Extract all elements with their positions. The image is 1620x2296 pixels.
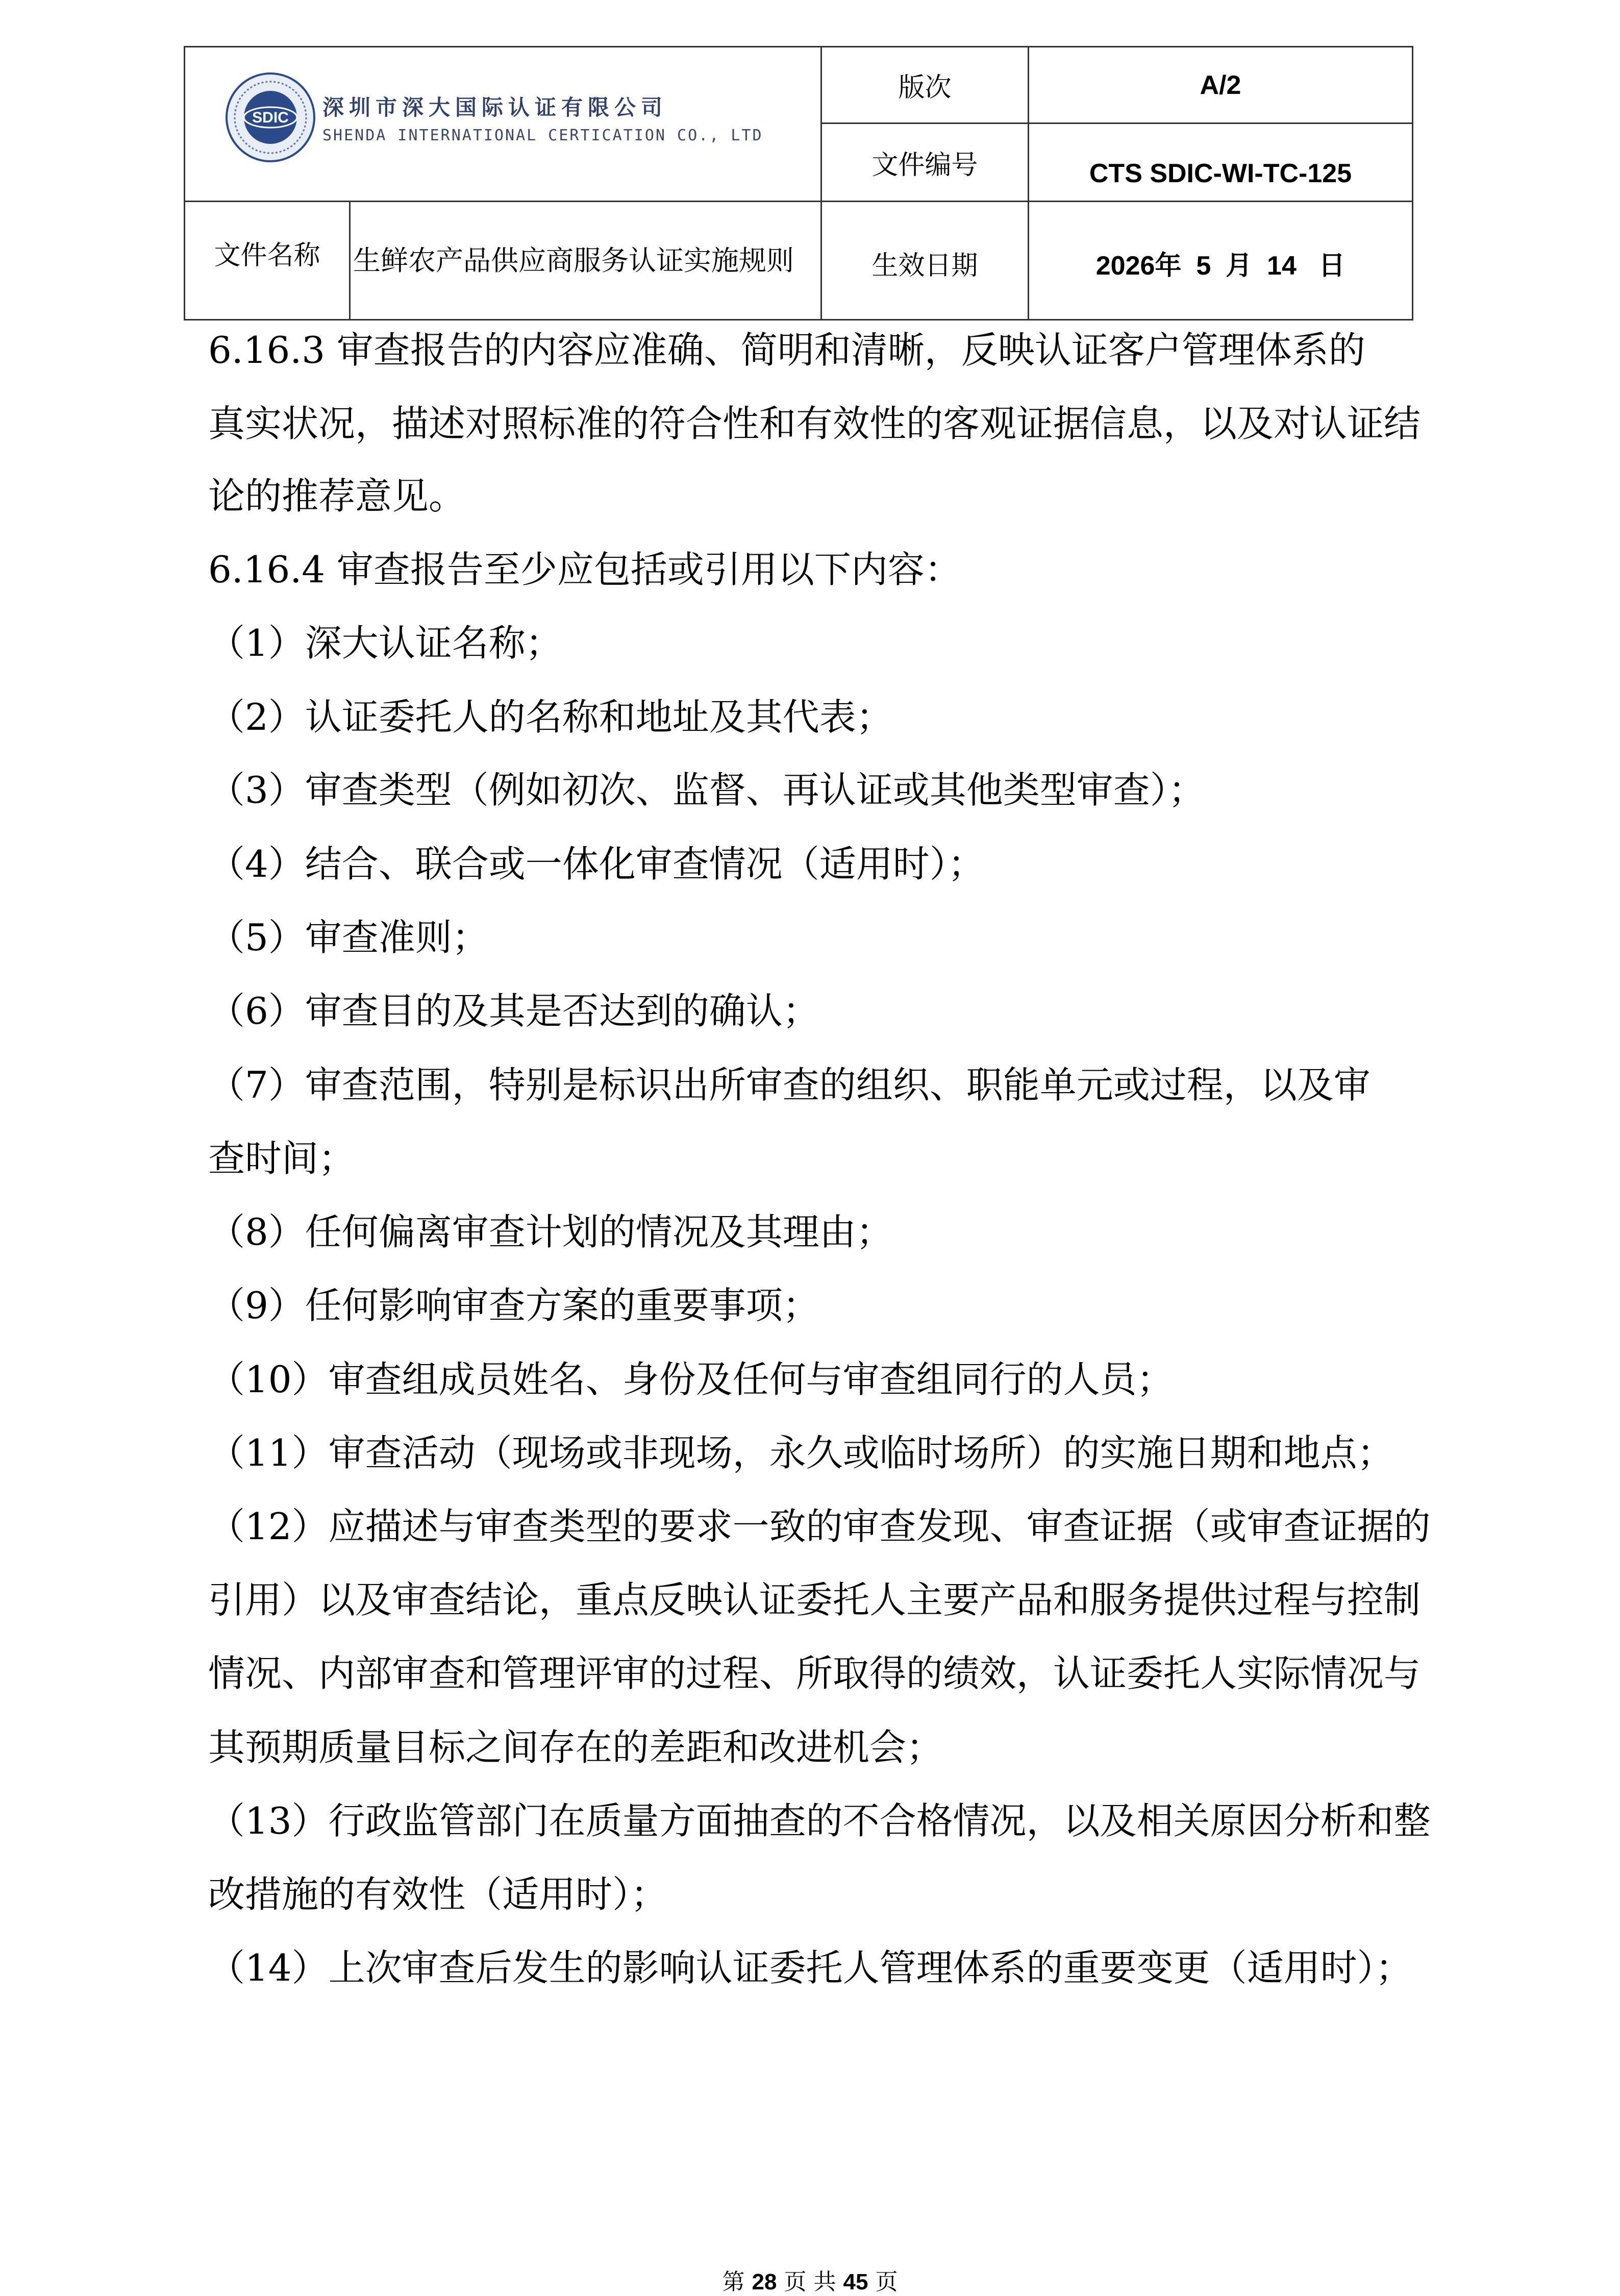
body-line: （10）审查组成员姓名、身份及任何与审查组同行的人员；	[208, 1358, 1174, 1401]
body-line: （11）审查活动（现场或非现场，永久或临时场所）的实施日期和地点；	[208, 1431, 1394, 1474]
body-line: 论的推荐意见。	[208, 475, 466, 517]
body-line: （5）审查准则；	[208, 916, 489, 959]
body-line: 6.16.4 审查报告至少应包括或引用以下内容：	[208, 548, 961, 591]
company-logo	[225, 71, 316, 163]
doc-number-value: CTS SDIC-WI-TC-125	[1089, 159, 1352, 188]
page-total: 45	[843, 2269, 868, 2294]
body-line: （9）任何影响审查方案的重要事项；	[208, 1284, 819, 1327]
effective-date-label: 生效日期	[871, 250, 978, 281]
body-line: 6.16.3 审查报告的内容应准确、简明和清晰，反映认证客户管理体系的	[208, 329, 1365, 372]
doc-name-label: 文件名称	[214, 240, 320, 271]
body-line: （7）审查范围，特别是标识出所审查的组织、职能单元或过程，以及审	[208, 1064, 1370, 1106]
page-suffix: 页	[875, 2269, 898, 2295]
page-current: 28	[752, 2269, 777, 2294]
page-prefix: 第	[722, 2269, 745, 2295]
page-number	[0, 2263, 1620, 2296]
body-line: （3）审查类型（例如初次、监督、再认证或其他类型审查）；	[208, 769, 1205, 811]
body-line: （4）结合、联合或一体化审查情况（适用时）；	[208, 843, 985, 885]
body-line: （6）审查目的及其是否达到的确认；	[208, 990, 819, 1032]
body-line: （1）深大认证名称；	[208, 622, 562, 664]
body-line: 其预期质量目标之间存在的差距和改进机会；	[208, 1726, 943, 1769]
doc-name-value: 生鲜农产品供应商服务认证实施规则	[353, 244, 794, 277]
body-line: 改措施的有效性（适用时）；	[208, 1873, 668, 1916]
logo-text: SDIC	[252, 109, 289, 126]
body-line: 真实状况，描述对照标准的符合性和有效性的客观证据信息，以及对认证结	[208, 402, 1421, 445]
version-label: 版次	[898, 72, 952, 103]
doc-number-label: 文件编号	[871, 150, 978, 181]
body-line: （8）任何偏离审查计划的情况及其理由；	[208, 1211, 893, 1253]
company-name-cn: 深圳市深大国际认证有限公司	[322, 95, 668, 120]
body-line: （2）认证委托人的名称和地址及其代表；	[208, 696, 893, 738]
company-name-en: SHENDA INTERNATIONAL CERTICATION CO., LTD	[322, 127, 763, 144]
body-line: 情况、内部审查和管理评审的过程、所取得的绩效，认证委托人实际情况与	[208, 1652, 1421, 1695]
page-middle: 页 共	[784, 2269, 836, 2295]
body-line: （12）应描述与审查类型的要求一致的审查发现、审查证据（或审查证据的	[208, 1505, 1431, 1548]
body-line: （14）上次审查后发生的影响认证委托人管理体系的重要变更（适用时）；	[208, 1946, 1412, 1989]
version-value: A/2	[1200, 70, 1241, 100]
body-line: 查时间；	[208, 1137, 356, 1180]
body-line: 引用）以及审查结论，重点反映认证委托人主要产品和服务提供过程与控制	[208, 1578, 1421, 1621]
body-line: （13）行政监管部门在质量方面抽查的不合格情况，以及相关原因分析和整	[208, 1799, 1431, 1842]
effective-date-value: 2026年 5 月 14 日	[1095, 251, 1345, 281]
header-divider	[349, 201, 351, 320]
